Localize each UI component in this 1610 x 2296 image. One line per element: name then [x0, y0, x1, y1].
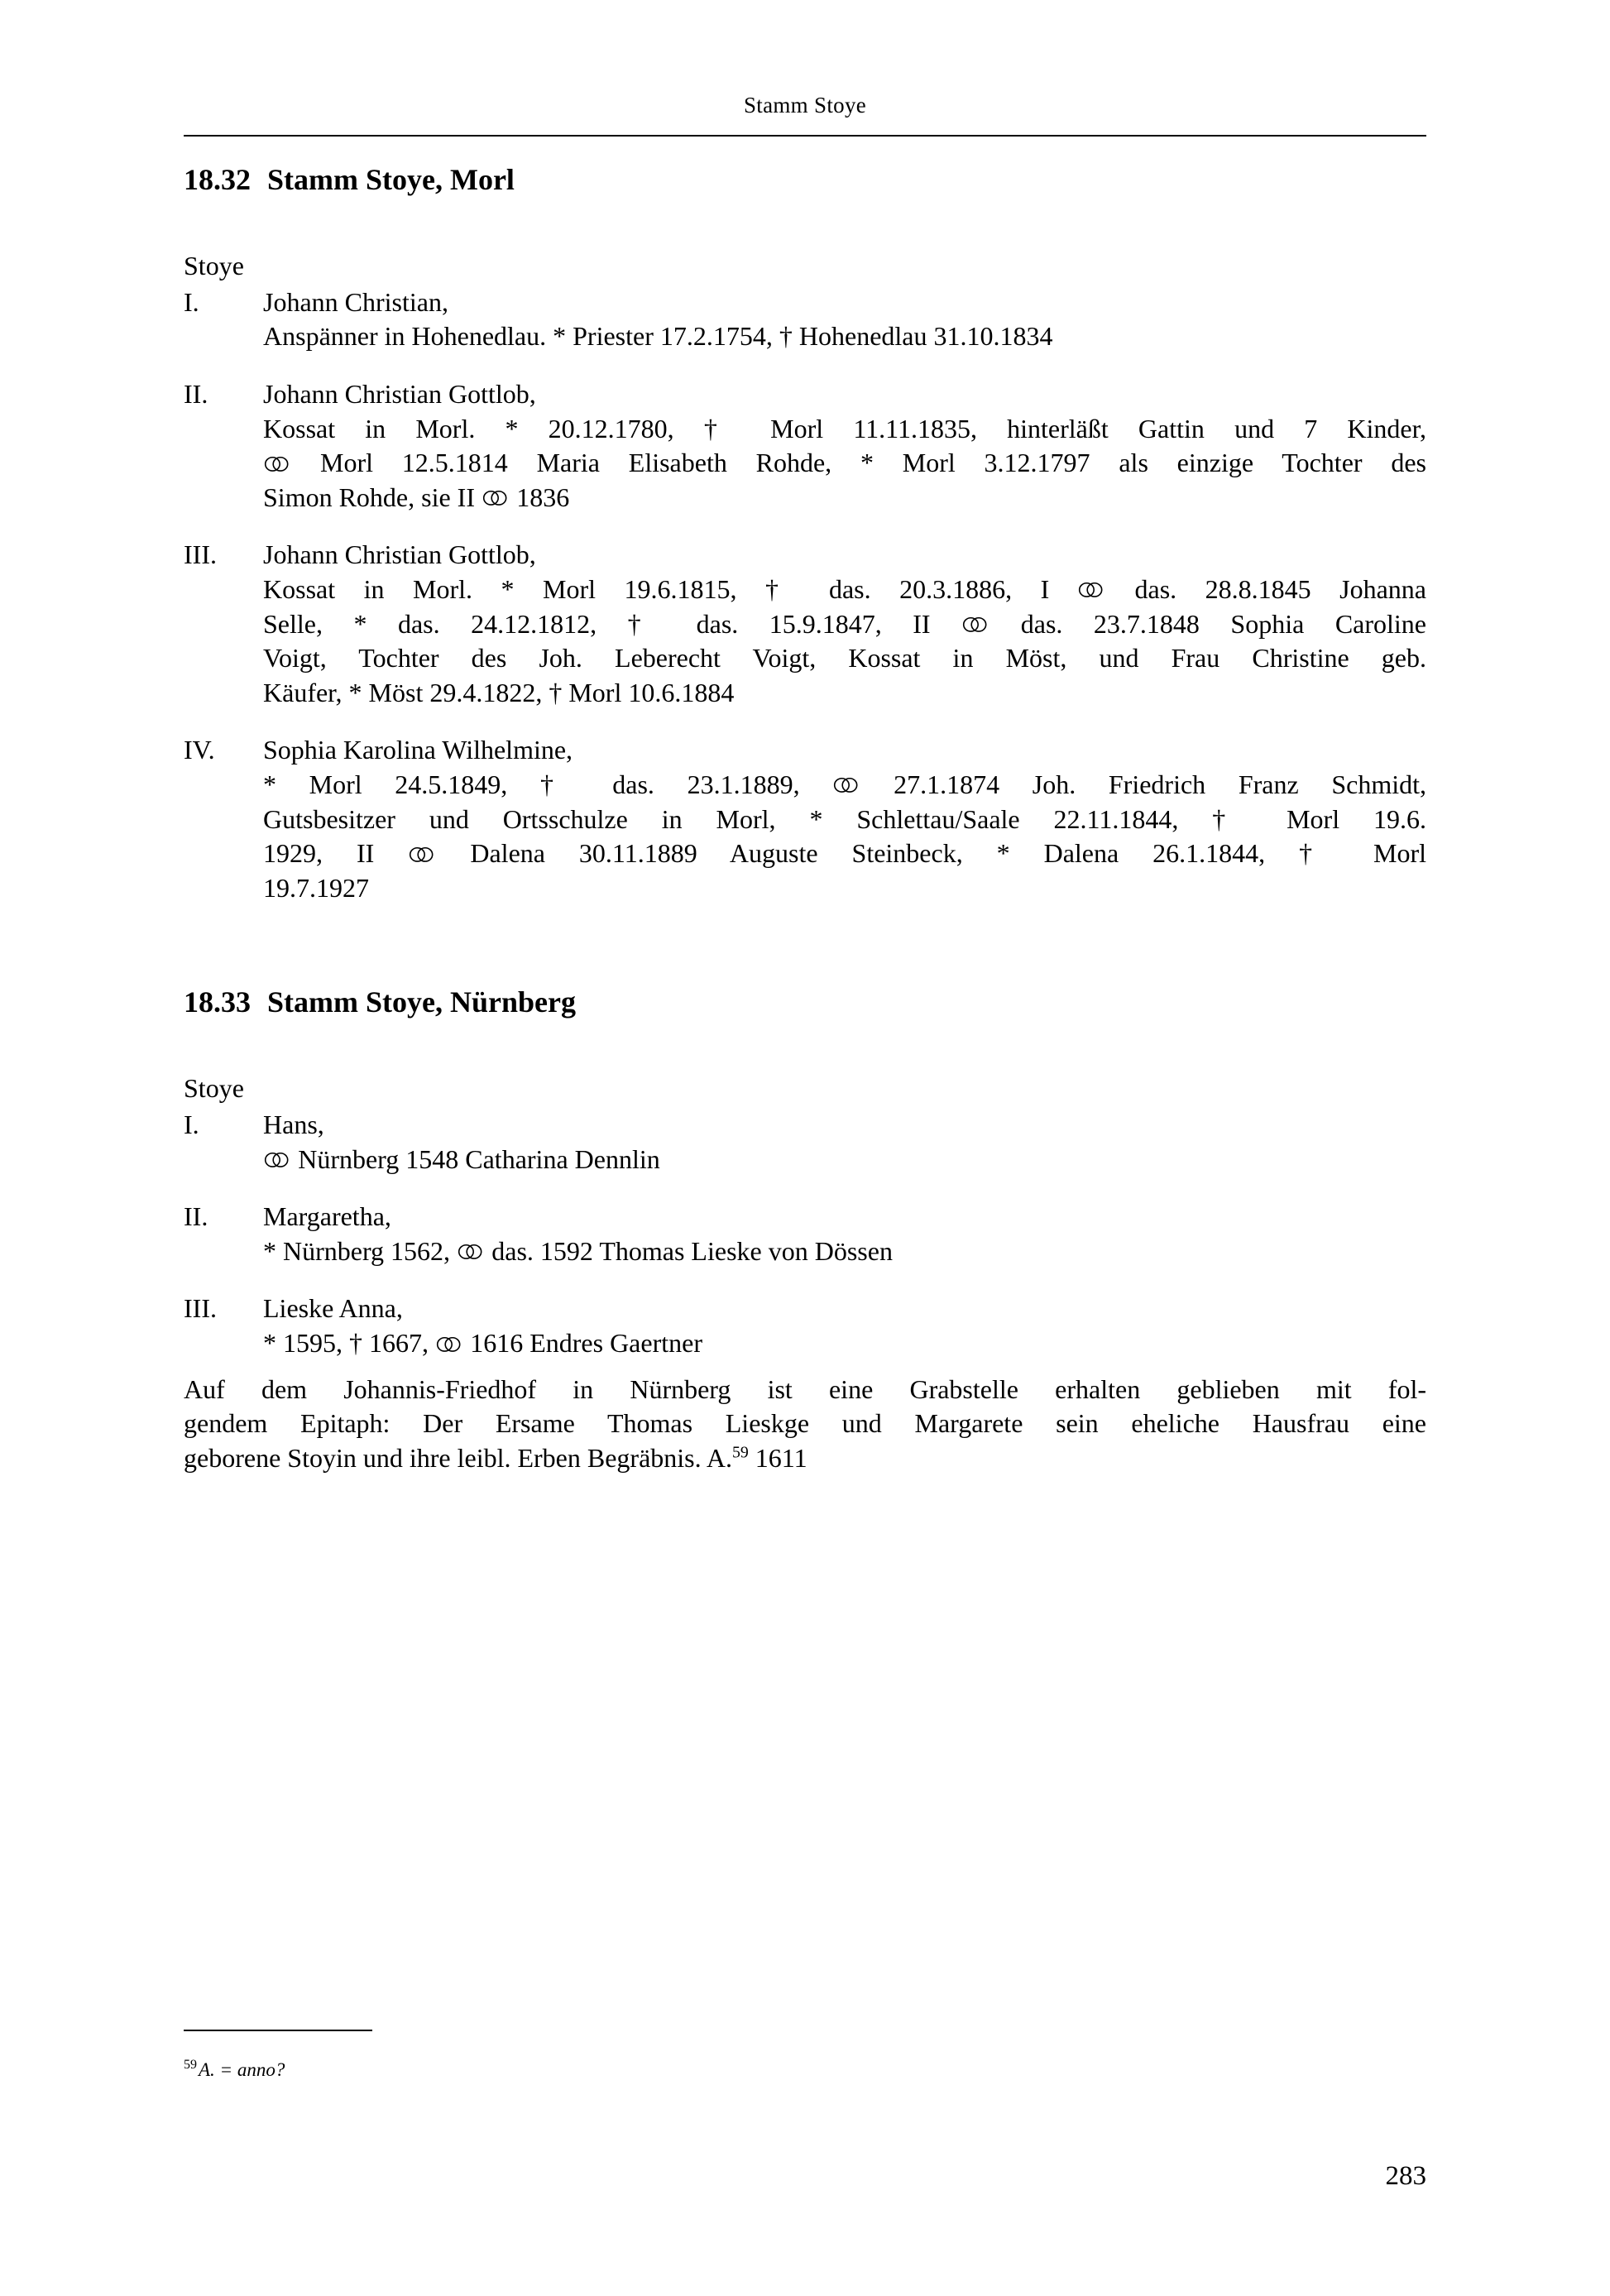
- genealogy-entry: [184, 1200, 1426, 1268]
- family-name-lead-in: Stoye: [184, 251, 244, 281]
- entry-detail-line: Morl 12.5.1814 Maria Elisabeth Rohde, * Morl 3.12.1797 als einzige Tochter des: [263, 446, 1426, 481]
- section-title-text: Stamm Stoye, Nürnberg: [267, 985, 576, 1019]
- paragraph-line: geborene Stoyin und ihre leibl. Erben Begräbnis. A.$^{59}$ 1611: [184, 1442, 807, 1473]
- entry-body: [263, 285, 1426, 354]
- entry-body: [263, 377, 1426, 515]
- footnote-separator-rule: [184, 2030, 372, 2031]
- marriage-rings-icon: [482, 490, 507, 506]
- genealogy-entry: [184, 1292, 1426, 1360]
- entry-body: [263, 1108, 1426, 1177]
- family-name-lead-in: Stoye: [184, 1073, 244, 1104]
- entry-detail-line: Simon Rohde, sie II 1836: [263, 482, 570, 512]
- genealogy-entry: [184, 538, 1426, 710]
- entry-detail-line: Anspänner in Hohenedlau. * Priester 17.2.1754, † Hohenedlau 31.10.1834: [263, 321, 1053, 352]
- entry-name-line: Margaretha,: [263, 1201, 391, 1232]
- entry-body: [263, 1292, 1426, 1360]
- footnote-marker: 59: [184, 2058, 197, 2073]
- entry-roman-numeral: III.: [184, 539, 217, 570]
- paragraph-line: Auf dem Johannis-Friedhof in Nürnberg ist eine Grabstelle erhalten geblieben mit fol-: [184, 1373, 1426, 1404]
- header-rule: [184, 135, 1426, 137]
- entry-body: [263, 1200, 1426, 1268]
- genealogy-entry: [184, 285, 1426, 354]
- page-number: 283: [1385, 2161, 1426, 2191]
- entry-detail-line: 1929, II Dalena 30.11.1889 Auguste Steinbeck, * Dalena 26.1.1844, † Morl: [263, 838, 1427, 869]
- entry-name-line: Johann Christian Gottlob,: [263, 378, 536, 409]
- heading-spacer: [184, 198, 1426, 249]
- section-number: 18.33: [184, 985, 251, 1019]
- entry-body: [263, 733, 1426, 905]
- section-heading: [184, 162, 1426, 198]
- marriage-rings-icon: [409, 846, 434, 863]
- marriage-rings-icon: [833, 777, 858, 793]
- section-spacer: [184, 905, 1426, 985]
- genealogy-entry: [184, 377, 1426, 515]
- heading-spacer: [184, 1020, 1426, 1071]
- entry-detail-line: 19.7.1927: [263, 872, 369, 903]
- entry-detail-line: Kossat in Morl. * Morl 19.6.1815, † das. 20.3.1886, I das. 28.8.1845 Johanna: [263, 573, 1427, 604]
- section-title-text: Stamm Stoye, Morl: [267, 163, 515, 196]
- genealogy-entry: [184, 1108, 1426, 1177]
- entry-name-line: Sophia Karolina Wilhelmine,: [263, 735, 573, 765]
- entry-detail-line: Gutsbesitzer und Ortsschulze in Morl, * Schlettau/Saale 22.11.1844, † Morl 19.6.: [263, 803, 1426, 834]
- entry-detail-line: * Nürnberg 1562, das. 1592 Thomas Lieske von Dössen: [263, 1235, 893, 1266]
- entry-name-line: Lieske Anna,: [263, 1293, 403, 1324]
- entry-detail-line: Voigt, Tochter des Joh. Leberecht Voigt, Kossat in Möst, und Frau Christine geb.: [263, 643, 1426, 673]
- entry-body: [263, 538, 1426, 710]
- section-heading: [184, 985, 1426, 1020]
- entry-name-line: Johann Christian,: [263, 286, 448, 317]
- marriage-rings-icon: [962, 616, 987, 633]
- footnote: [184, 2058, 928, 2083]
- marriage-rings-icon: [458, 1244, 482, 1260]
- entry-detail-line: Nürnberg 1548 Catharina Dennlin: [263, 1143, 1426, 1177]
- footnote-text: A. = anno?: [199, 2059, 285, 2080]
- entry-roman-numeral: II.: [184, 1201, 208, 1232]
- entry-roman-numeral: I.: [184, 286, 199, 317]
- section-number: 18.32: [184, 163, 251, 196]
- running-header: Stamm Stoye: [743, 93, 867, 117]
- entry-roman-numeral: I.: [184, 1110, 199, 1140]
- entry-detail-line: * Morl 24.5.1849, † das. 23.1.1889, 27.1.1874 Joh. Friedrich Franz Schmidt,: [263, 769, 1427, 799]
- footnote-reference[interactable]: 59: [731, 1443, 749, 1462]
- entry-detail-line: Kossat in Morl. * 20.12.1780, † Morl 11.11.1835, hinterläßt Gattin und 7 Kinder,: [263, 413, 1426, 443]
- text-column: [184, 162, 1426, 1475]
- marriage-rings-icon: [1078, 582, 1103, 598]
- entry-name-line: Hans,: [263, 1110, 324, 1140]
- paragraph-line: gendem Epitaph: Der Ersame Thomas Lieskge und Margarete sein eheliche Hausfrau eine: [184, 1408, 1426, 1439]
- entry-detail-line: Selle, * das. 24.12.1812, † das. 15.9.1847, II das. 23.7.1848 Sophia Caroline: [263, 608, 1427, 639]
- entry-name-line: Johann Christian Gottlob,: [263, 539, 536, 570]
- marriage-rings-icon: [264, 456, 289, 472]
- entry-detail-line: * 1595, † 1667, 1616 Endres Gaertner: [263, 1328, 702, 1359]
- entry-roman-numeral: IV.: [184, 735, 215, 765]
- entry-roman-numeral: III.: [184, 1293, 217, 1324]
- genealogy-entry: [184, 733, 1426, 905]
- entry-detail-line: Käufer, * Möst 29.4.1822, † Morl 10.6.1884: [263, 677, 735, 707]
- marriage-rings-icon: [436, 1336, 461, 1353]
- entry-roman-numeral: II.: [184, 378, 208, 409]
- closing-paragraph: [184, 1373, 1426, 1476]
- marriage-rings-icon: [264, 1152, 289, 1168]
